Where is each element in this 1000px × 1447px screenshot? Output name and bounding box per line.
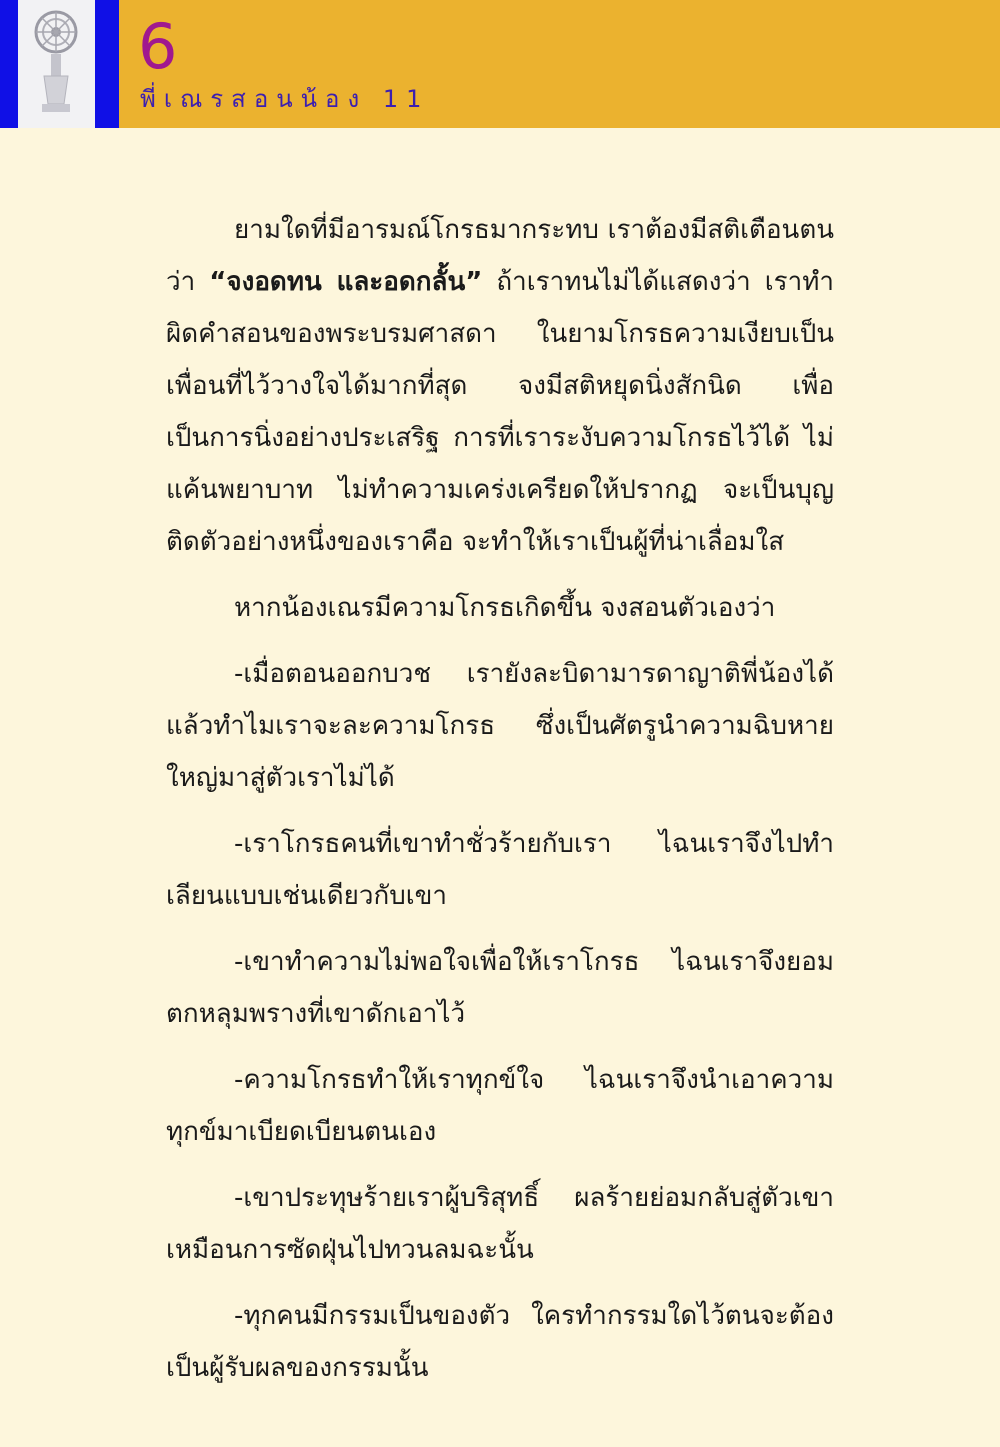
paragraph: -ทุกคนมีกรรมเป็นของตัว ใครทำกรรมใดไว้ตนจะต้องเป็นผู้รับผลของกรรมนั้น — [166, 1301, 834, 1383]
paragraph: -เราโกรธคนที่เขาทำชั่วร้ายกับเรา ไฉนเราจึงไปทำเลียนแบบเช่นเดียวกับเขา — [166, 829, 834, 911]
paragraph: -เขาทำความไม่พอใจเพื่อให้เราโกรธ ไฉนเราจึงยอมตกหลุมพรางที่เขาดักเอาไว้ — [166, 947, 834, 1029]
page-header — [0, 0, 1000, 128]
paragraph: -เมื่อตอนออกบวช เรายังละบิดามารดาญาติพี่น้องได้ แล้วทำไมเราจะละความโกรธ ซึ่งเป็นศัตรูนำความฉิบหายใหญ่มาสู่ตัวเราไม่ได้ — [166, 659, 834, 793]
intro-paragraph — [166, 204, 834, 568]
page-number: 6 — [138, 10, 178, 83]
bold-quote: “จงอดทน และอดกลั้น” — [209, 267, 483, 297]
paragraph: -ความโกรธทำให้เราทุกข์ใจ ไฉนเราจึงนำเอาความทุกข์มาเบียดเบียนตนเอง — [166, 1065, 834, 1147]
paragraph: -เขาประทุษร้ายเราผู้บริสุทธิ์ ผลร้ายย่อมกลับสู่ตัวเขาเหมือนการซัดฝุ่นไปทวนลมฉะนั้น — [166, 1183, 834, 1265]
left-blue-stripe — [0, 0, 18, 128]
paragraph: หากน้องเณรมีความโกรธเกิดขึ้น จงสอนตัวเองว่า — [234, 593, 776, 623]
right-blue-stripe — [95, 0, 119, 128]
dharma-wheel-emblem-icon — [18, 0, 95, 128]
series-title: พี่เณรสอนน้อง 11 — [140, 85, 430, 113]
page-body — [166, 204, 834, 1408]
emblem-panel — [18, 0, 95, 128]
intro-text-before: ยามใดที่มีอารมณ์โกรธมากระทบ เราต้องมีสติเตือนตนว่า — [166, 215, 834, 297]
intro-text-after: ถ้าเราทนไม่ได้แสดงว่า เราทำผิดคำสอนของพระบรมศาสดา ในยามโกรธความเงียบเป็นเพื่อนที่ไว้วางใจได้มากที่สุด จงมีสติหยุดนิ่งสักนิด เพื่อเป็นการนิ่งอย่างประเสริฐ การที่เราระงับความโกรธไว้ได้ ไม่แค้นพยาบาท ไม่ทำความเคร่งเครียดให้ปรากฏ จะเป็นบุญติดตัวอย่างหนึ่งของเราคือ จะทำให้เราเป็นผู้ที่น่าเลื่อมใส — [166, 267, 834, 557]
